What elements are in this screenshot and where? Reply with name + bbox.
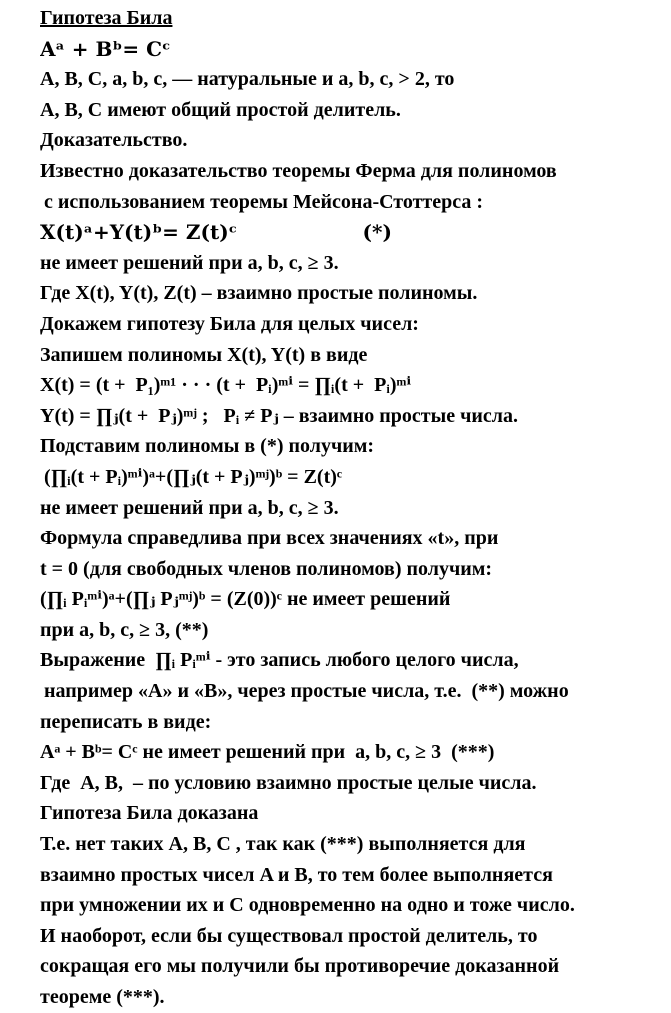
- text-line: с использованием теоремы Мейсона-Стоттерса :: [44, 190, 484, 213]
- text-line: Т.е. нет таких A, B, C , так как (***) выполняется для: [40, 833, 526, 856]
- text-line: Где A, B, – по условию взаимно простые целые числа.: [40, 771, 537, 794]
- text-line: при умножении их и C одновременно на одно и тоже число.: [40, 894, 575, 917]
- text-line: X(t) = (t + P₁)ᵐ¹ · · · (t + Pᵢ)ᵐⁱ = ∏ᵢ(t + Pᵢ)ᵐⁱ: [40, 374, 412, 397]
- text-line: Aᵃ + Bᵇ= Cᶜ: [40, 36, 171, 61]
- text-line: при a, b, c, ≥ 3, (**): [40, 618, 209, 641]
- text-line: переписать в виде:: [40, 710, 212, 733]
- document-title: Гипотеза Била: [40, 7, 173, 29]
- text-line: X(t)ᵃ+Y(t)ᵇ= Z(t)ᶜ (*): [40, 220, 392, 245]
- text-line: A, B, C, a, b, c, — натуральные и a, b, c, > 2, то: [40, 68, 455, 91]
- text-line: Формула справедлива при всех значениях «t», при: [40, 527, 499, 550]
- text-line: теореме (***).: [40, 986, 165, 1008]
- text-line: Известно доказательство теоремы Ферма для полиномов: [40, 159, 557, 182]
- text-line: не имеет решений при a, b, c, ≥ 3.: [40, 251, 339, 274]
- text-line: взаимно простых чисел A и B, то тем более выполняется: [40, 863, 553, 886]
- text-line: не имеет решений при a, b, c, ≥ 3.: [40, 496, 339, 519]
- text-line: A, B, C имеют общий простой делитель.: [40, 98, 401, 121]
- text-line: Выражение ∏ᵢ Pᵢᵐⁱ - это запись любого целого числа,: [40, 649, 519, 672]
- text-line: Докажем гипотезу Била для целых чисел:: [40, 312, 419, 335]
- text-line: Подставим полиномы в (*) получим:: [40, 435, 375, 458]
- text-line: сокращая его мы получили бы противоречие доказанной: [40, 955, 560, 978]
- text-line: Где X(t), Y(t), Z(t) – взаимно простые полиномы.: [40, 282, 478, 305]
- text-line: (∏ᵢ Pᵢᵐⁱ)ᵃ+(∏ⱼ Pⱼᵐʲ)ᵇ = (Z(0))ᶜ не имеет решений: [40, 588, 451, 611]
- text-line: Запишем полиномы X(t), Y(t) в виде: [40, 343, 368, 366]
- text-line: (∏ᵢ(t + Pᵢ)ᵐⁱ)ᵃ+(∏ⱼ(t + Pⱼ)ᵐʲ)ᵇ = Z(t)ᶜ: [44, 465, 343, 488]
- text-line: Y(t) = ∏ⱼ(t + Pⱼ)ᵐʲ ; Pᵢ ≠ Pⱼ – взаимно простые числа.: [40, 404, 518, 427]
- text-line: Aᵃ + Bᵇ= Cᶜ не имеет решений при a, b, c, ≥ 3 (***): [40, 741, 495, 764]
- text-line: например «A» и «B», через простые числа, т.е. (**) можно: [44, 680, 569, 703]
- text-line: t = 0 (для свободных членов полиномов) получим:: [40, 557, 493, 580]
- text-line: Доказательство.: [40, 129, 188, 152]
- text-line: И наоборот, если бы существовал простой делитель, то: [40, 924, 538, 947]
- text-line: Гипотеза Била доказана: [40, 802, 259, 825]
